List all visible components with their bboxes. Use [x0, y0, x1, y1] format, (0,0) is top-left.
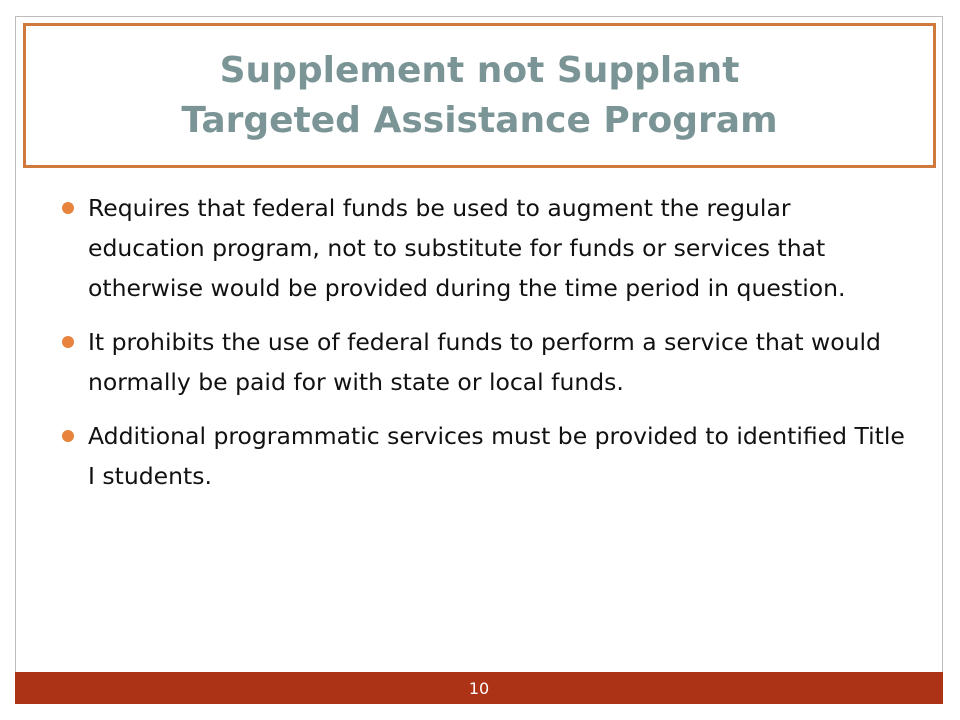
- bullet-marker-icon: [62, 336, 74, 348]
- footer-bar: [15, 672, 943, 704]
- page-number: 10: [468, 678, 490, 698]
- bullet-list: [60, 188, 910, 510]
- bullet-text: It prohibits the use of federal funds to perform a service that would normally be paid for with state or local funds.: [88, 328, 881, 396]
- bullet-item: [60, 188, 910, 308]
- bullet-item: [60, 416, 910, 496]
- title-line-1: Supplement not Supplant: [219, 49, 740, 91]
- bullet-marker-icon: [62, 202, 74, 214]
- bullet-text: Requires that federal funds be used to augment the regular education program, not to substitute for funds or services that otherwise would be provided during the time period in question.: [88, 194, 846, 302]
- bullet-text: Additional programmatic services must be provided to identified Title I students.: [88, 422, 905, 490]
- title-box: [23, 23, 936, 168]
- title-line-2: Targeted Assistance Program: [181, 99, 778, 141]
- bullet-item: [60, 322, 910, 402]
- bullet-marker-icon: [62, 430, 74, 442]
